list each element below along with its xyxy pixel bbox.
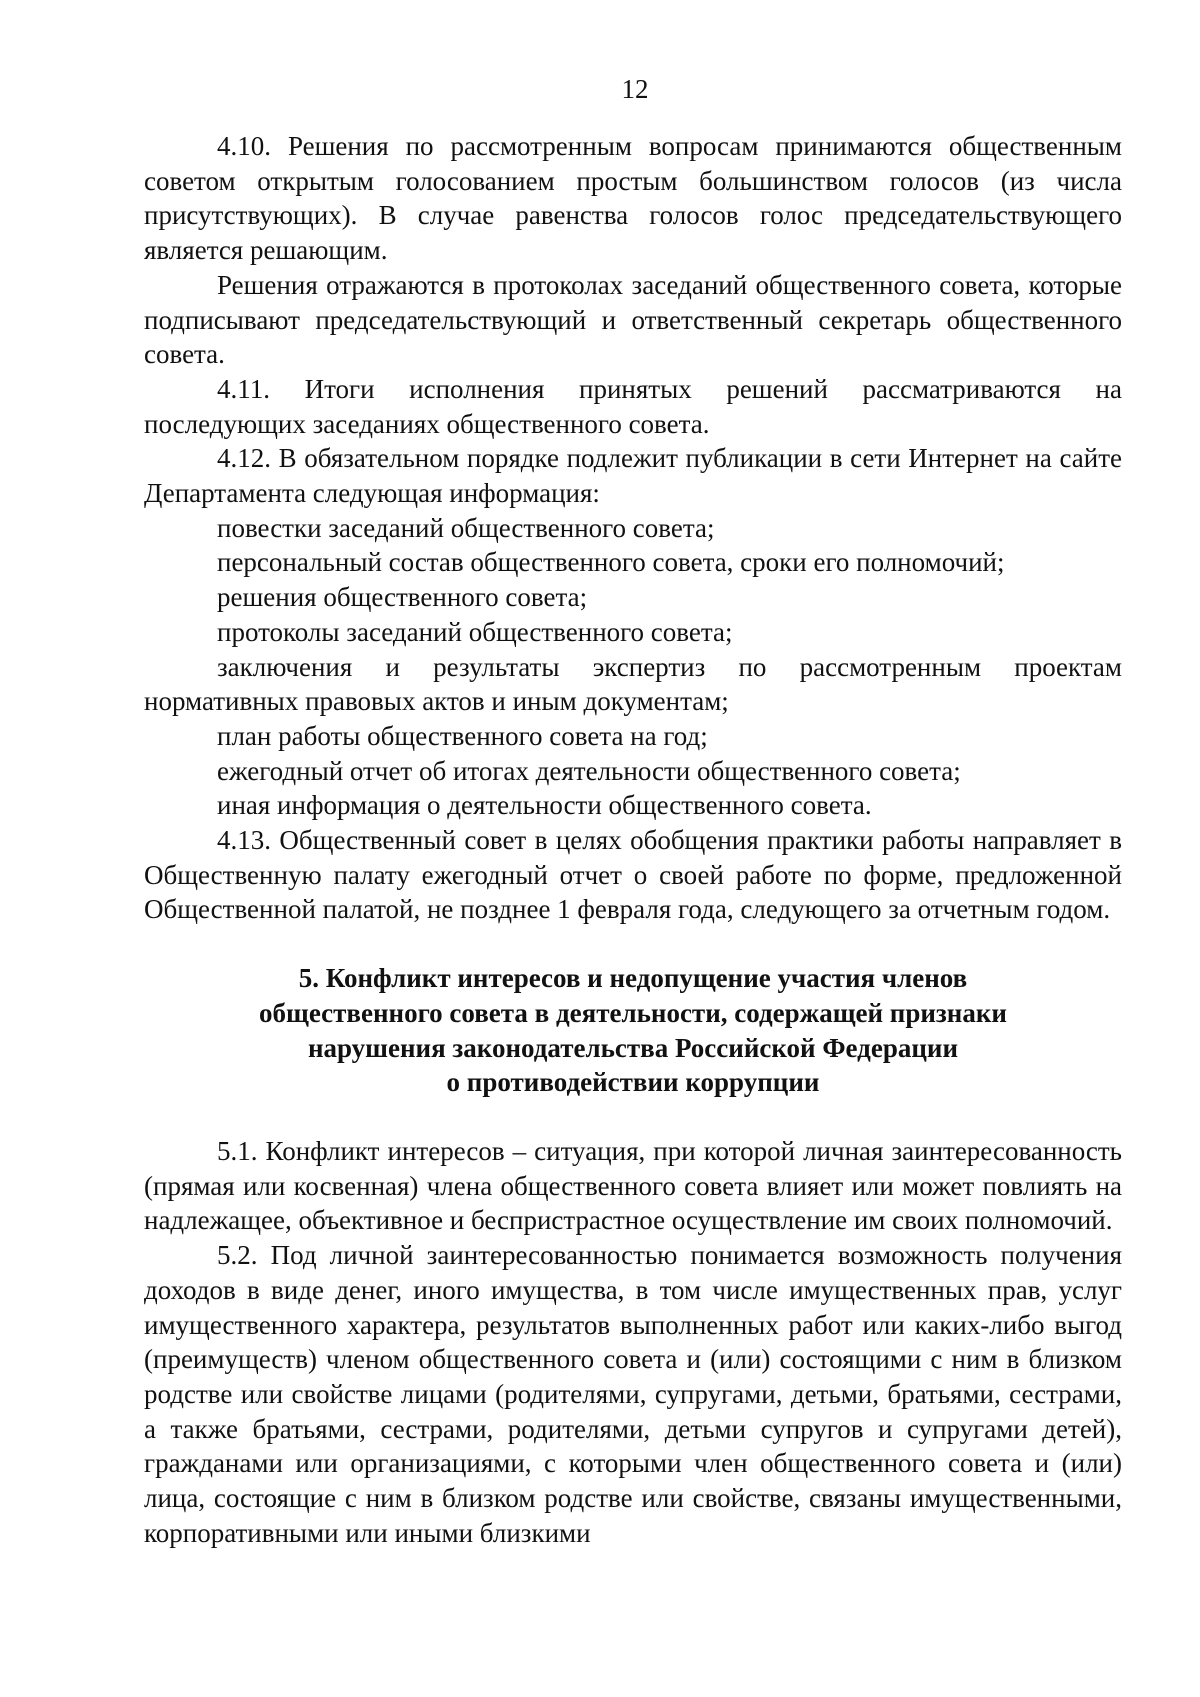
list-item-work-plan: план работы общественного совета на год; [217, 720, 708, 751]
paragraph-5-1: 5.1. Конфликт интересов – ситуация, при которой личная заинтересованность (прямая или косвенная) члена общественного совета влияет или может повлиять на надлежащее, объективное и беспристрастное осуществление им своих полномочий. [144, 1135, 1122, 1236]
paragraph-4-10: 4.10. Решения по рассмотренным вопросам принимаются общественным советом открытым голосованием простым большинством голосов (из числа присутствующих). В случае равенства голосов голос председательствующего является решающим. [144, 131, 1122, 266]
section-5-heading-line: нарушения законодательства Российской Федерации [307, 1032, 959, 1063]
list-item-annual-report: ежегодный отчет об итогах деятельности общественного совета; [217, 755, 961, 786]
list-item-other-info: иная информация о деятельности общественного совета. [217, 790, 872, 821]
list-item-decisions: решения общественного совета; [217, 582, 588, 613]
list-item-expert-conclusions: заключения и результаты экспертиз по рассмотренным проектам нормативных правовых актов и иным документам; [144, 651, 1122, 717]
section-5-heading-line: о противодействии коррупции [446, 1067, 820, 1098]
list-item-personal-composition: персональный состав общественного совета, сроки его полномочий; [217, 547, 1005, 578]
section-5-heading [144, 961, 1122, 1100]
section-spacer [144, 1100, 1122, 1134]
paragraph-4-12: 4.12. В обязательном порядке подлежит публикации в сети Интернет на сайте Департамента следующая информация: [144, 443, 1122, 509]
list-item-agendas: повестки заседаний общественного совета; [217, 512, 715, 543]
list-item-protocols: протоколы заседаний общественного совета; [217, 616, 733, 647]
paragraph-4-11: 4.11. Итоги исполнения принятых решений рассматриваются на последующих заседаниях общественного совета. [144, 373, 1122, 439]
paragraph-decisions-protocols: Решения отражаются в протоколах заседаний общественного совета, которые подписывают председательствующий и ответственный секретарь общественного совета. [144, 269, 1122, 370]
page-number: 12 [621, 74, 649, 104]
paragraph-5-2: 5.2. Под личной заинтересованностью понимается возможность получения доходов в виде денег, иного имущества, в том числе имущественных прав, услуг имущественного характера, результатов выполненных работ или каких-либо выгод (преимуществ) членом общественного совета и (или) состоящими с ним в близком родстве или свойстве лицами (родителями, супругами, детьми, братьями, сестрами, а также братьями, сестрами, родителями, детьми супругов и супругами детей), гражданами или организациями, с которыми член общественного совета и (или) лица, состоящие с ним в близком родстве или свойстве, связаны имущественными, корпоративными или иными близкими [144, 1240, 1122, 1548]
section-5-heading-line: общественного совета в деятельности, содержащей признаки [259, 997, 1007, 1028]
section-spacer [144, 927, 1122, 961]
section-5-heading-line: 5. Конфликт интересов и недопущение участия членов [298, 963, 968, 994]
paragraph-4-13: 4.13. Общественный совет в целях обобщения практики работы направляет в Общественную палату ежегодный отчет о своей работе по форме, предложенной Общественной палатой, не позднее 1 февраля года, следующего за отчетным годом. [144, 825, 1122, 925]
document-body [144, 129, 1122, 1550]
